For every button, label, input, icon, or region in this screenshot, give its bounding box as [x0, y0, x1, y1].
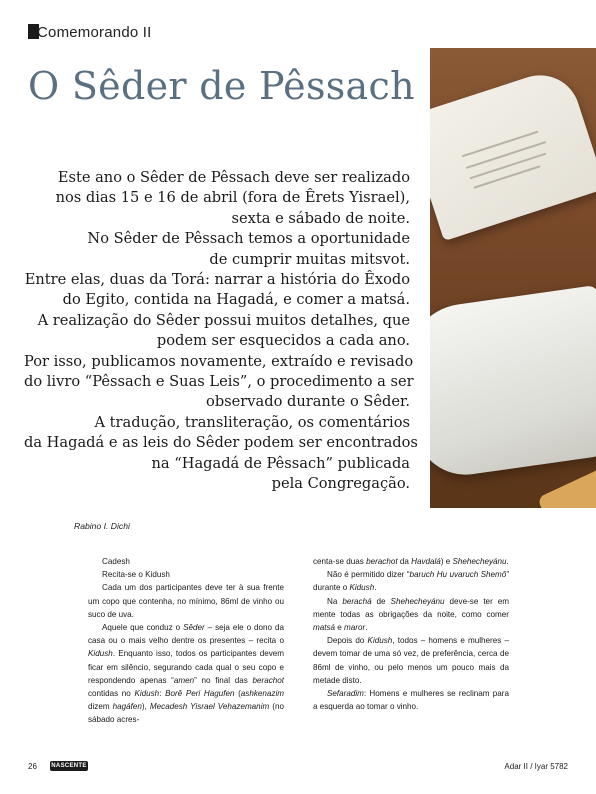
matzah-image	[537, 464, 596, 508]
page-number: 26	[28, 762, 37, 771]
intro-paragraph	[24, 168, 418, 495]
magazine-logo: NASCENTE	[51, 763, 87, 769]
text-column-right	[313, 555, 509, 713]
body-paragraph: Na berachá de Shehecheyánu deve-se ter em mente todas as obrigações da noite, como comer matsá e maror.	[313, 596, 509, 633]
author-byline: Rabino I. Dichi	[74, 521, 130, 531]
body-paragraph: Sefaradim: Homens e mulheres se reclinam para a esquerda ao tomar o vinho.	[313, 689, 509, 712]
intro-line: observado durante o Sêder.	[206, 393, 410, 411]
section-label: Comemorando II	[28, 24, 152, 41]
intro-line: Este ano o Sêder de Pêssach deve ser realizado	[57, 169, 410, 186]
intro-line: A tradução, transliteração, os comentários	[94, 413, 410, 431]
subheading: Cadesh	[102, 557, 130, 566]
intro-line: na “Hagadá de Pêssach” publicada	[151, 454, 410, 472]
intro-line: da Hagadá e as leis do Sêder podem ser encontrados	[24, 434, 418, 452]
body-paragraph: Aquele que conduz o Sêder – seja ele o dono da casa ou o mais velho dentre os presentes – recita o Kidush. Enquanto isso, todos os participantes devem ficar em silêncio, segurando cada qual o seu copo e respondendo apenas “amen” no final das berachot contidas no Kidush: Borê Peri Hagufen (ashkenazim dizem hagáfen), Mecadesh Yisrael Vehazemanim (no sábado acres-	[88, 623, 284, 725]
intro-line: A realização do Sêder possui muitos detalhes, que	[37, 311, 410, 329]
matzah-cover-image	[430, 285, 596, 481]
intro-line: nos dias 15 e 16 de abril (fora de Êrets Yisrael),	[55, 189, 410, 207]
seder-photo	[430, 48, 596, 508]
intro-line: pela Congregação.	[271, 475, 410, 493]
intro-line: Por isso, publicamos novamente, extraído e revisado	[24, 352, 414, 370]
body-paragraph: centa-se duas berachot da Havdalá) e Shehecheyánu.	[313, 557, 509, 566]
intro-line: do Egito, contida na Hagadá, e comer a matsá.	[62, 291, 410, 309]
intro-line: do livro “Pêssach e Suas Leis”, o procedimento a ser	[24, 373, 414, 391]
body-paragraph: Depois do Kidush, todos – homens e mulheres – devem tomar de uma só vez, de preferência, cerca de 86ml de vinho, ou pelo menos um pouco mais da metade disto.	[313, 636, 509, 685]
subheading: Recita-se o Kidush	[102, 570, 170, 580]
text-column-left	[88, 555, 284, 727]
body-paragraph: Não é permitido dizer “baruch Hu uvaruch Shemô” durante o Kidush.	[313, 570, 510, 593]
intro-line: Entre elas, duas da Torá: narrar a história do Êxodo	[24, 271, 410, 289]
intro-line: de cumprir muitas mitsvot.	[209, 250, 410, 268]
intro-line: No Sêder de Pêssach temos a oportunidade	[87, 230, 410, 248]
page-title: O Sêder de Pêssach	[28, 64, 415, 108]
intro-line: podem ser esquecidos a cada ano.	[156, 332, 410, 350]
intro-line: sexta e sábado de noite.	[231, 209, 410, 227]
issue-date: Adar II / Iyar 5782	[504, 762, 568, 771]
body-paragraph: Cada um dos participantes deve ter à sua frente um copo que contenha, no mínimo, 86ml de vinho ou suco de uva.	[88, 583, 284, 619]
